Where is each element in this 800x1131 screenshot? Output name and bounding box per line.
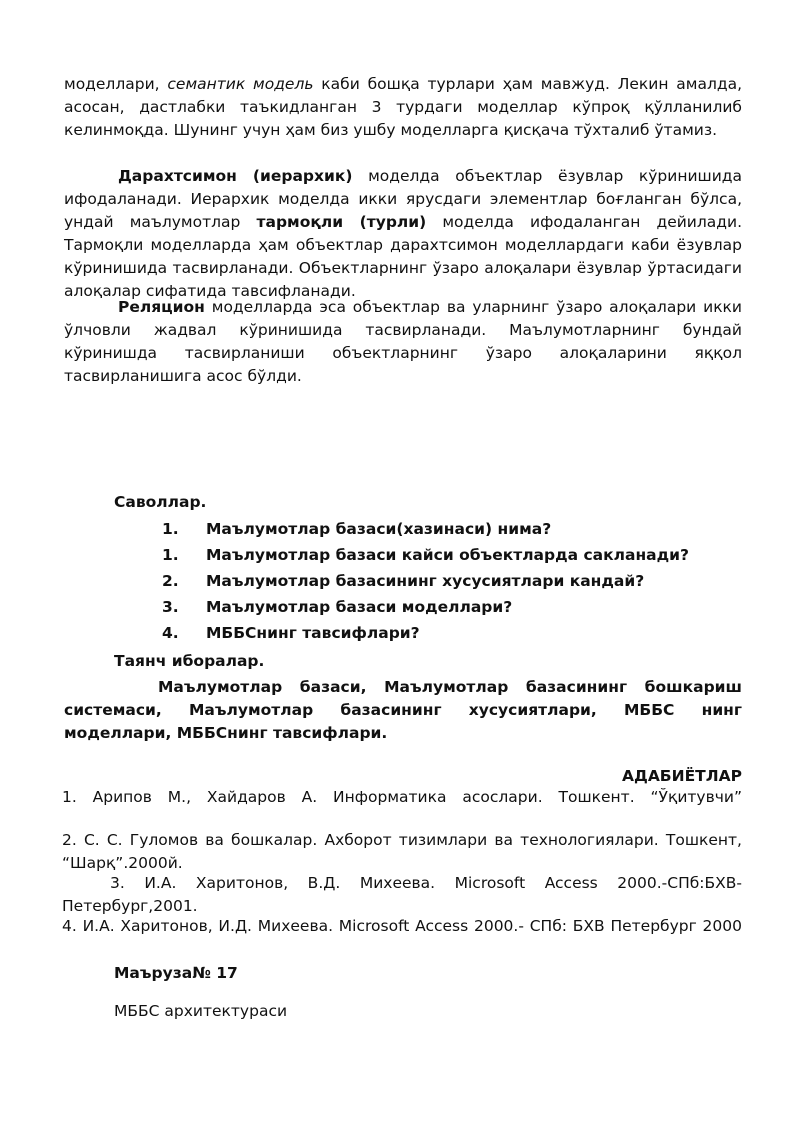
tree-model-text-2: моделда ифодаланган дейилади. Тармоқли моделларда ҳам объектлар дарахтсимон моделлардаги каби ёзувлар кўринишида тасвирланади. Объектларнинг ўзаро алоқалари ёзувлар ўртасидаги алоқалар сифатида тавсифланади. <box>64 213 742 300</box>
intro-text-b: каби бошқа турлари ҳам мавжуд. Лекин амалда, асосан, дастлабки таъкидланган 3 турдаги моделлар кўпроқ қўлланилиб келинмоқда. Шунинг учун ҳам биз ушбу моделларга қисқача тўхталиб ўтамиз. <box>64 75 743 139</box>
questions-list <box>162 518 722 648</box>
questions-heading: Саволлар. <box>114 493 207 511</box>
relational-model-term: Реляцион <box>118 298 205 316</box>
question-number: 1. <box>162 546 179 564</box>
literature-item: 4. И.А. Харитонов, И.Д. Михеева. Microsoft Access 2000.- СПб: БХВ Петербург 2000 <box>62 917 742 935</box>
tree-model-text-1: моделда объектлар ёзувлар кўринишида ифодаланади. Иерархик моделда икки ярусдаги элементлар боғланган бўлса, ундай маълумотлар <box>64 167 742 231</box>
question-text: Маълумотлар базаси моделлари? <box>206 598 513 616</box>
lecture-title: Маъруза№ 17 <box>114 964 238 982</box>
question-number: 1. <box>162 520 179 538</box>
tree-model-term: Дарахтсимон (иерархик) <box>118 167 353 185</box>
question-text: Маълумотлар базаси(хазинаси) нима? <box>206 520 552 538</box>
question-text: Маълумотлар базасининг хусусиятлари кандай? <box>206 572 645 590</box>
literature-list <box>62 786 742 946</box>
network-model-term: тармоқли (турли) <box>256 213 427 231</box>
literature-item: 2. С. С. Гуломов ва бошкалар. Ахборот тизимлари ва технологиялари. Тошкент, “Шарқ”.2000й. <box>62 831 742 872</box>
literature-item: 1. Арипов М., Хайдаров А. Информатика асослари. Тошкент. “Ўқитувчи” <box>62 788 742 806</box>
relational-model-text: моделларда эса объектлар ва уларнинг ўзаро алоқалари икки ўлчовли жадвал кўринишида тасвирланади. Маълумотларнинг бундай кўринишда тасвирланиши объектларнинг ўзаро алоқаларини яққол тасвирланишига асос бўлди. <box>64 298 742 385</box>
question-number: 2. <box>162 572 179 590</box>
intro-paragraph <box>64 73 742 142</box>
question-text: Маълумотлар базаси кайси объектларда сакланади? <box>206 546 690 564</box>
keywords-text: Маълумотлар базаси, Маълумотлар базасининг бошкариш системаси, Маълумотлар базасининг хусусиятлари, МББС нинг моделлари, МББСнинг тавсифлари. <box>64 678 742 742</box>
literature-item: 3. И.А. Харитонов, В.Д. Михеева. Microsoft Access 2000.-СПб:БХВ-Петербург,2001. <box>62 874 742 915</box>
intro-emphasis: семантик модель <box>167 75 314 93</box>
relational-model-paragraph <box>64 296 742 388</box>
question-number: 4. <box>162 624 179 642</box>
keywords-heading: Таянч иборалар. <box>114 652 265 670</box>
question-text: МББСнинг тавсифлари? <box>206 624 420 642</box>
literature-heading: АДАБИЁТЛАР <box>622 767 742 785</box>
tree-model-paragraph <box>64 165 742 303</box>
intro-text-a: моделлари, <box>64 75 168 93</box>
question-number: 3. <box>162 598 179 616</box>
lecture-subtitle: МББС архитектураси <box>114 1002 288 1020</box>
